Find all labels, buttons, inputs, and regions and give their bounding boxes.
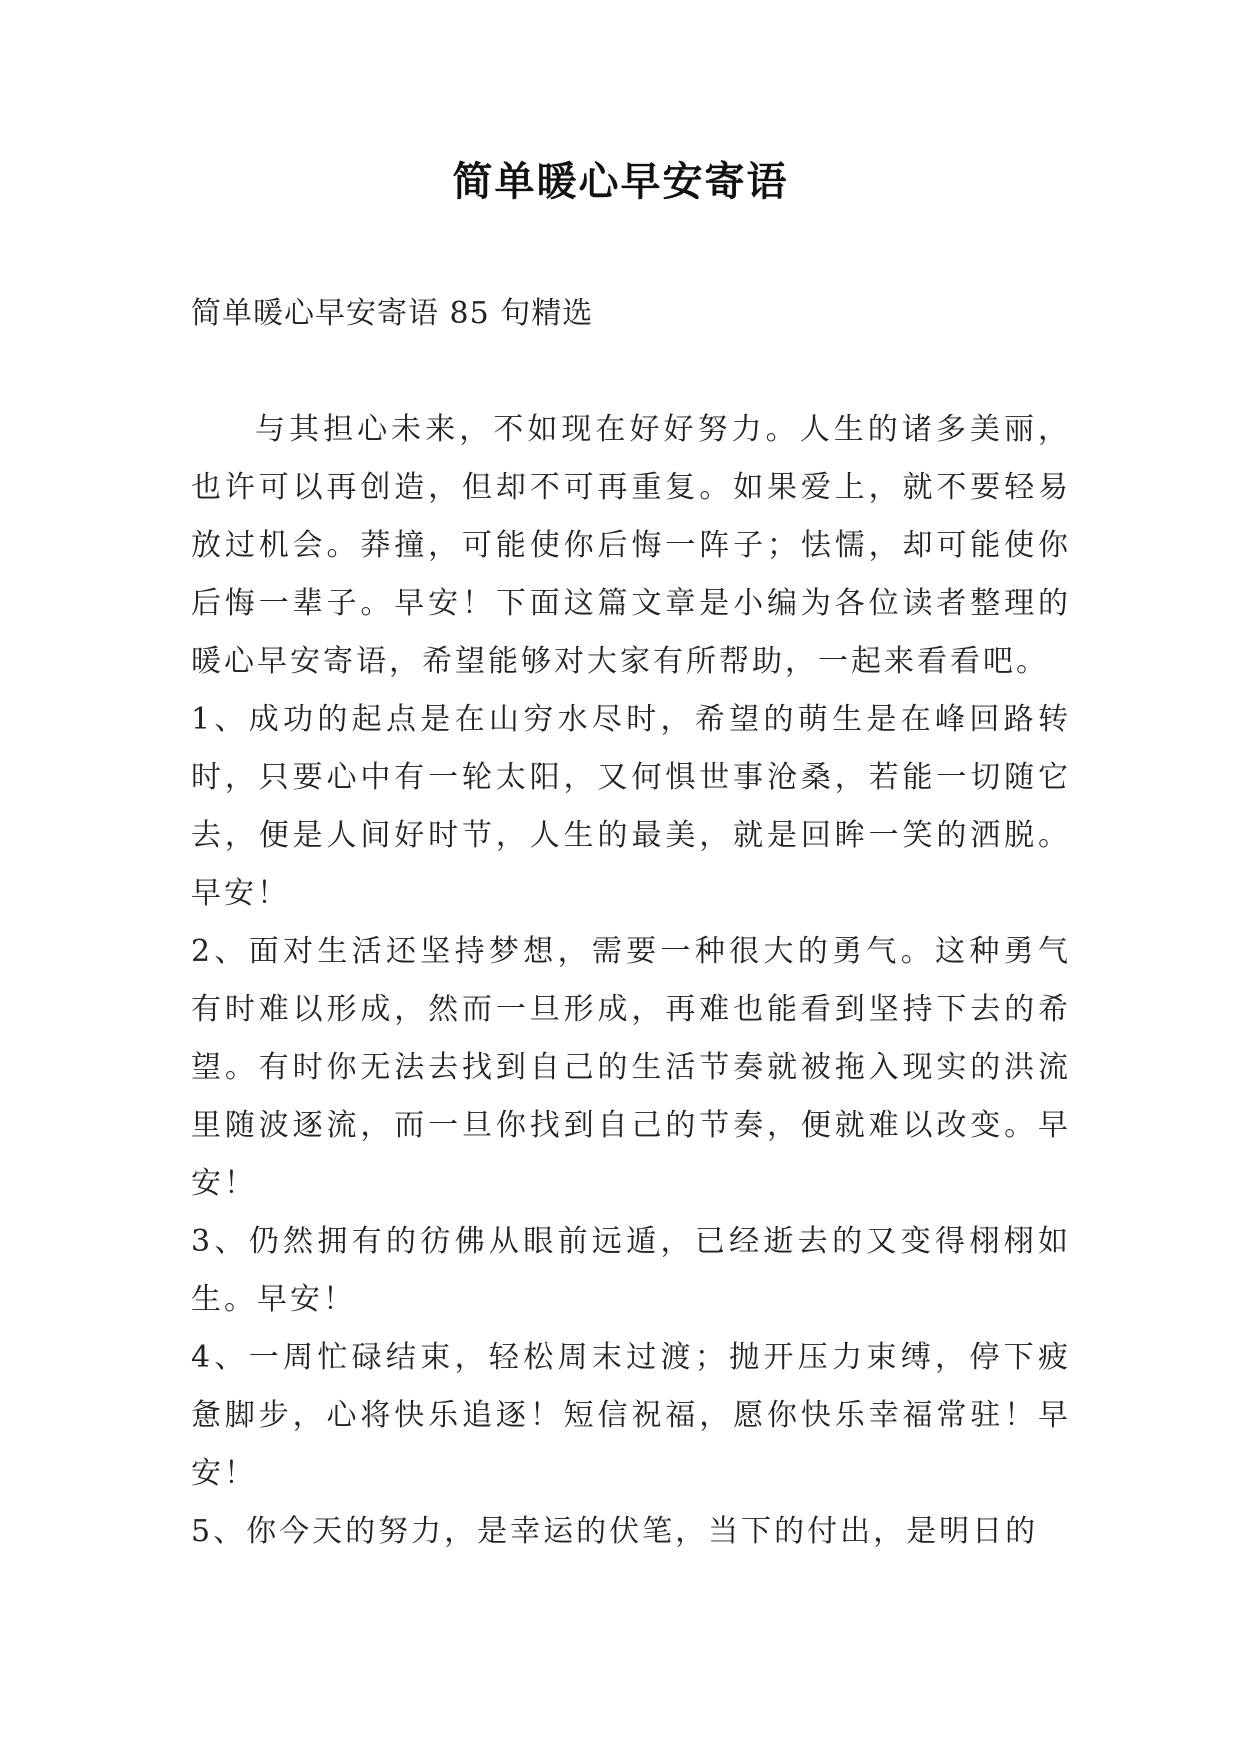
document-subtitle: 简单暖心早安寄语 85 句精选 xyxy=(191,296,594,331)
document-body xyxy=(191,285,1071,1561)
document-title: 简单暖心早安寄语 xyxy=(452,158,789,205)
intro-paragraph: 与其担心未来，不如现在好好努力。人生的诸多美丽，也许可以再创造，但却不可再重复。如果爱上，就不要轻易放过机会。莽撞，可能使你后悔一阵子；怯懦，却可能使你后悔一辈子。早安！下面这篇文章是小编为各位读者整理的暖心早安寄语，希望能够对大家有所帮助，一起来看看吧。 xyxy=(191,412,1071,679)
list-item: 5、你今天的努力，是幸运的伏笔，当下的付出，是明日的 xyxy=(191,1514,1039,1549)
list-item: 4、一周忙碌结束，轻松周末过渡；抛开压力束缚，停下疲惫脚步，心将快乐追逐！短信祝福，愿你快乐幸福常驻！早安！ xyxy=(191,1340,1071,1491)
list-item: 2、面对生活还坚持梦想，需要一种很大的勇气。这种勇气有时难以形成，然而一旦形成，再难也能看到坚持下去的希望。有时你无法去找到自己的生活节奏就被拖入现实的洪流里随波逐流，而一旦你找到自己的节奏，便就难以改变。早安！ xyxy=(191,934,1071,1201)
list-item: 3、仍然拥有的彷佛从眼前远遁，已经逝去的又变得栩栩如生。早安！ xyxy=(191,1224,1071,1317)
list-item: 1、成功的起点是在山穷水尽时，希望的萌生是在峰回路转时，只要心中有一轮太阳，又何惧世事沧桑，若能一切随它去，便是人间好时节，人生的最美，就是回眸一笑的洒脱。早安！ xyxy=(191,702,1071,911)
